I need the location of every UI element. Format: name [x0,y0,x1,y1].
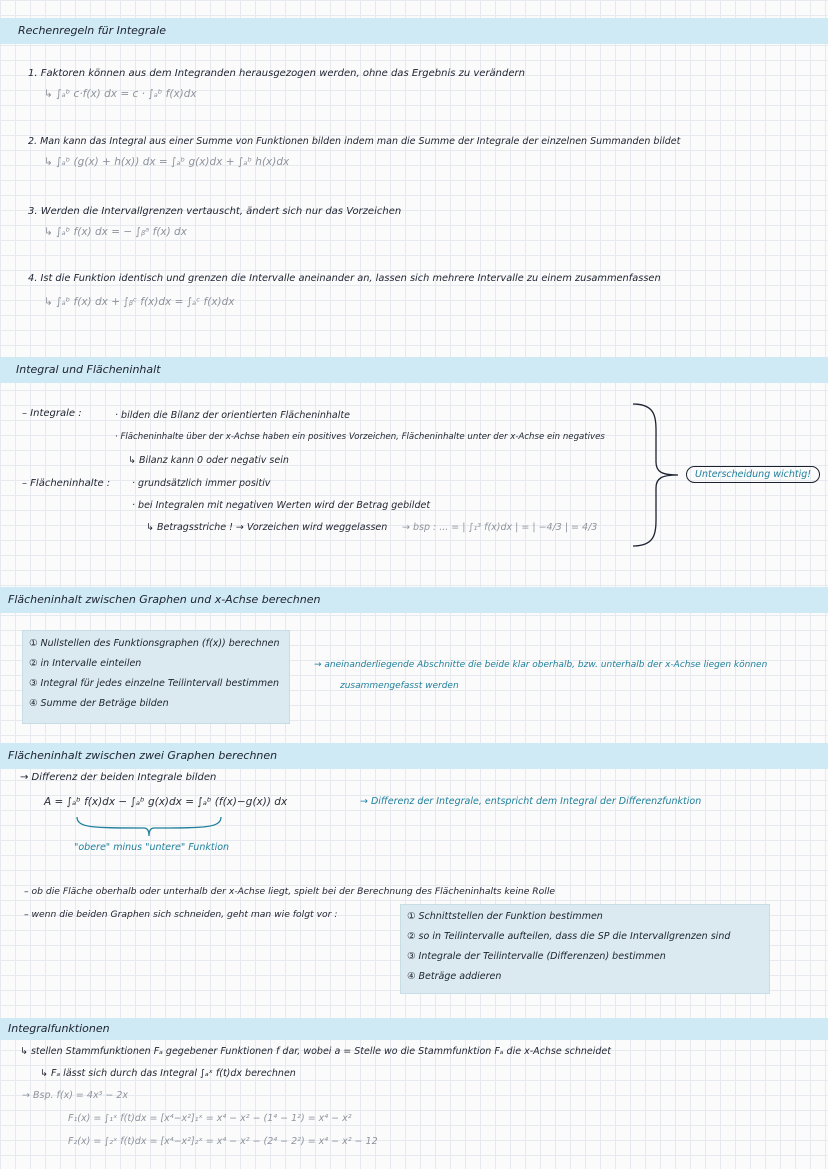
section-title-integral-area: Integral und Flächeninhalt [16,363,161,376]
intersect-step-3: ③ Integrale der Teilintervalle (Differenzen) bestimmen [407,951,666,962]
flaechen-item-2: · bei Integralen mit negativen Werten wird der Betrag gebildet [132,500,431,511]
section-title-two-graphs: Flächeninhalt zwischen zwei Graphen berechnen [8,749,278,762]
flaechen-item-1: · grundsätzlich immer positiv [132,478,271,489]
section-title-area-x-axis: Flächeninhalt zwischen Graphen und x-Achse berechnen [8,593,321,606]
rule-2-text: 2. Man kann das Integral aus einer Summe von Funktionen bilden indem man die Summe der Integrale der einzelnen Summanden bildet [28,136,681,147]
rule-4-text: 4. Ist die Funktion identisch und grenzen die Intervalle aneinander an, lassen sich mehrere Intervalle zu einem zusammenfassen [28,273,661,284]
section-band-integralfunktionen [0,1018,828,1040]
step-2: ② in Intervalle einteilen [29,658,142,669]
two-graphs-bullet-1: – ob die Fläche oberhalb oder unterhalb der x-Achse liegt, spielt bei der Berechnung des Flächeninhalts keine Rolle [24,886,556,897]
step-4: ④ Summe der Beträge bilden [29,698,169,709]
integralfunktionen-line-2: ↳ Fₐ lässt sich durch das Integral ∫ₐˣ f(t)dx berechnen [40,1068,296,1079]
rule-3-text: 3. Werden die Intervallgrenzen vertauscht, ändert sich nur das Vorzeichen [28,206,402,217]
two-graphs-formula: A = ∫ₐᵇ f(x)dx − ∫ₐᵇ g(x)dx = ∫ₐᵇ (f(x)−g(x)) dx [44,796,288,808]
step-3: ③ Integral für jedes einzelne Teilintervall bestimmen [29,678,280,689]
integrale-item-1: · bilden die Bilanz der orientierten Flächeninhalte [115,410,350,421]
rule-1-formula: ↳ ∫ₐᵇ c·f(x) dx = c · ∫ₐᵇ f(x)dx [44,88,197,100]
integrale-item-3: ↳ Bilanz kann 0 oder negativ sein [128,455,289,466]
note-unterscheidung: Unterscheidung wichtig! [686,466,820,483]
two-graphs-note: → Differenz der Integrale, entspricht dem Integral der Differenzfunktion [360,796,702,807]
section-title-integralfunktionen: Integralfunktionen [8,1022,110,1035]
x-axis-note-line2: zusammengefasst werden [340,681,459,691]
brace-label: "obere" minus "untere" Funktion [74,842,230,853]
steps-box-two-graphs [400,904,770,994]
integralfunktionen-example: → Bsp. f(x) = 4x³ − 2x [22,1090,129,1101]
rule-4-formula: ↳ ∫ₐᵇ f(x) dx + ∫ᵦᶜ f(x)dx = ∫ₐᶜ f(x)dx [44,296,235,308]
x-axis-note-line1: → aneinanderliegende Abschnitte die beide klar oberhalb, bzw. unterhalb der x-Achse liegen können [314,660,768,670]
integralfunktionen-f2: F₂(x) = ∫₂ˣ f(t)dx = [x⁴−x²]₂ˣ = x⁴ − x² − (2⁴ − 2²) = x⁴ − x² − 12 [68,1136,378,1147]
two-graphs-bullet-2: – wenn die beiden Graphen sich schneiden, geht man wie folgt vor : [24,909,338,920]
integralfunktionen-f1: F₁(x) = ∫₁ˣ f(t)dx = [x⁴−x²]₁ˣ = x⁴ − x² − (1⁴ − 1²) = x⁴ − x² [68,1113,352,1124]
rule-3-formula: ↳ ∫ₐᵇ f(x) dx = − ∫ᵦᵃ f(x) dx [44,226,187,238]
flaechen-item-3b: → bsp : ... = | ∫₁³ f(x)dx | = | −4/3 | = 4/3 [402,522,598,533]
intersect-step-2: ② so in Teilintervalle aufteilen, dass die SP die Intervallgrenzen sind [407,931,731,942]
rule-2-formula: ↳ ∫ₐᵇ (g(x) + h(x)) dx = ∫ₐᵇ g(x)dx + ∫ₐᵇ h(x)dx [44,156,290,168]
integralfunktionen-line-1: ↳ stellen Stammfunktionen Fₐ gegebener Funktionen f dar, wobei a = Stelle wo die Stammfunktion Fₐ die x-Achse schneidet [20,1046,611,1057]
curly-brace [628,400,688,550]
intersect-step-1: ① Schnittstellen der Funktion bestimmen [407,911,603,922]
rule-1-text: 1. Faktoren können aus dem Integranden herausgezogen werden, ohne das Ergebnis zu verändern [28,68,525,79]
label-flaecheninhalte: – Flächeninhalte : [22,478,111,489]
underbrace [74,814,224,838]
section-title-rules: Rechenregeln für Integrale [18,24,166,37]
flaechen-item-3a: ↳ Betragsstriche ! → Vorzeichen wird weggelassen [146,522,388,533]
intersect-step-4: ④ Beträge addieren [407,971,502,982]
two-graphs-line-1: → Differenz der beiden Integrale bilden [20,772,217,783]
label-integrale: – Integrale : [22,408,82,419]
integrale-item-2: · Flächeninhalte über der x-Achse haben ein positives Vorzeichen, Flächeninhalte unter der x-Achse ein negatives [115,432,605,442]
steps-box-x-axis [22,630,290,724]
step-1: ① Nullstellen des Funktionsgraphen (f(x)) berechnen [29,638,280,649]
